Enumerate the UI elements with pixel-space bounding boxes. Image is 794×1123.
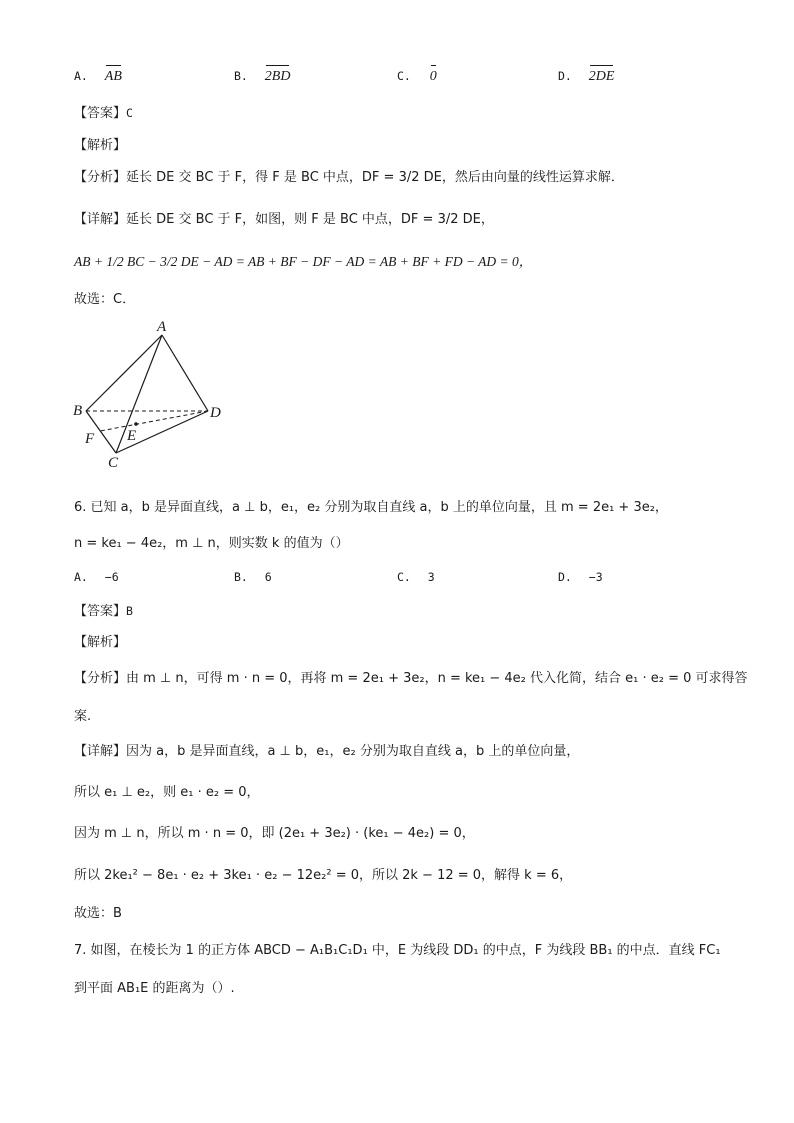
fenxi-text: 由 m ⊥ n，可得 m · n = 0，再将 m = 2e₁ + 3e₂，n = ke₁ − 4e₂ 代入化简，结合 e₁ · e₂ = 0 可求得答 xyxy=(126,671,748,686)
xiangjie-row xyxy=(74,208,494,227)
q6-analysis-tag: 【解析】 xyxy=(74,635,127,650)
option-key: A. xyxy=(74,570,88,584)
q6-fenxi-row xyxy=(74,667,748,686)
label-c: C xyxy=(108,455,119,471)
option-d xyxy=(558,69,614,85)
fenxi-text: 延长 DE 交 BC 于 F，得 F 是 BC 中点，DF = 3/2 DE，然后由向量的线性运算求解． xyxy=(126,170,624,185)
label-a: A xyxy=(157,319,167,335)
option-key: C. xyxy=(397,69,411,83)
option-value: AB xyxy=(104,69,122,84)
xiangjie-tag: 【详解】 xyxy=(74,212,127,227)
q7-stem-line1: 7. 如图，在棱长为 1 的正方体 ABCD − A₁B₁C₁D₁ 中，E 为线段 DD₁ 的中点，F 为线段 BB₁ 的中点．直线 FC₁ xyxy=(74,943,721,958)
answer-tag: 【答案】 xyxy=(74,604,127,619)
option-value: 0 xyxy=(429,69,437,84)
label-f: F xyxy=(85,431,95,447)
option-key: B. xyxy=(234,570,248,584)
option-key: D. xyxy=(558,570,572,584)
analysis-tag: 【解析】 xyxy=(74,138,127,153)
option-b xyxy=(234,69,290,85)
option-value: 2BD xyxy=(264,69,291,84)
xiangjie-tag: 【详解】 xyxy=(74,744,127,759)
option-key: C. xyxy=(397,570,411,584)
option-key: A. xyxy=(74,69,88,83)
q6-step-2: 因为 m ⊥ n，所以 m · n = 0，即 (2e₁ + 3e₂) · (ke₁ − 4e₂) = 0， xyxy=(74,826,475,841)
answer-value: C xyxy=(126,106,133,120)
option-a xyxy=(74,69,122,85)
q6-answer-row xyxy=(74,600,133,619)
answer-tag: 【答案】 xyxy=(74,106,127,121)
fenxi-tag: 【分析】 xyxy=(74,671,127,686)
q6-option-c xyxy=(397,570,435,584)
xiangjie-text: 因为 a，b 是异面直线，a ⊥ b，e₁，e₂ 分别为取自直线 a，b 上的单位向量， xyxy=(126,744,580,759)
q6-option-b xyxy=(234,570,272,584)
option-value: 2DE xyxy=(588,69,615,84)
fenxi-tag: 【分析】 xyxy=(74,170,127,185)
q6-step-3: 所以 2ke₁² − 8e₁ · e₂ + 3ke₁ · e₂ − 12e₂² = 0，所以 2k − 12 = 0，解得 k = 6， xyxy=(74,868,573,883)
q6-option-d xyxy=(558,570,603,584)
vector-equation: AB + 1/2 BC − 3/2 DE − AD = AB + BF − DF − AD = AB + BF + FD − AD = 0， xyxy=(74,254,533,269)
answer-row xyxy=(74,102,133,121)
q6-xiangjie-row xyxy=(74,740,579,759)
fenxi-row xyxy=(74,166,624,185)
q6-step-1: 所以 e₁ ⊥ e₂，则 e₁ · e₂ = 0， xyxy=(74,785,260,800)
option-c xyxy=(397,69,437,85)
q6-stem-line1: 6. 已知 a，b 是异面直线，a ⊥ b，e₁，e₂ 分别为取自直线 a，b 上的单位向量，且 m = 2e₁ + 3e₂， xyxy=(74,500,668,515)
q6-stem-line2: n = ke₁ − 4e₂，m ⊥ n，则实数 k 的值为（） xyxy=(74,536,349,551)
q7-stem-line2: 到平面 AB₁E 的距离为（）. xyxy=(74,981,235,996)
q6-fenxi-line2: 案. xyxy=(74,709,92,724)
label-b: B xyxy=(73,403,83,419)
conclusion: 故选：C． xyxy=(74,292,136,307)
option-key: B. xyxy=(234,69,248,83)
q6-option-a xyxy=(74,570,119,584)
option-value: −6 xyxy=(104,570,119,584)
option-key: D. xyxy=(558,69,572,83)
tetrahedron-figure xyxy=(70,315,240,475)
option-value: 6 xyxy=(264,570,272,584)
option-value: −3 xyxy=(588,570,603,584)
label-d: D xyxy=(210,405,221,421)
q6-conclusion: 故选：B xyxy=(74,906,122,921)
label-e: E xyxy=(127,428,137,444)
xiangjie-text: 延长 DE 交 BC 于 F，如图，则 F 是 BC 中点，DF = 3/2 DE， xyxy=(126,212,494,227)
option-value: 3 xyxy=(427,570,435,584)
answer-value: B xyxy=(126,604,133,618)
